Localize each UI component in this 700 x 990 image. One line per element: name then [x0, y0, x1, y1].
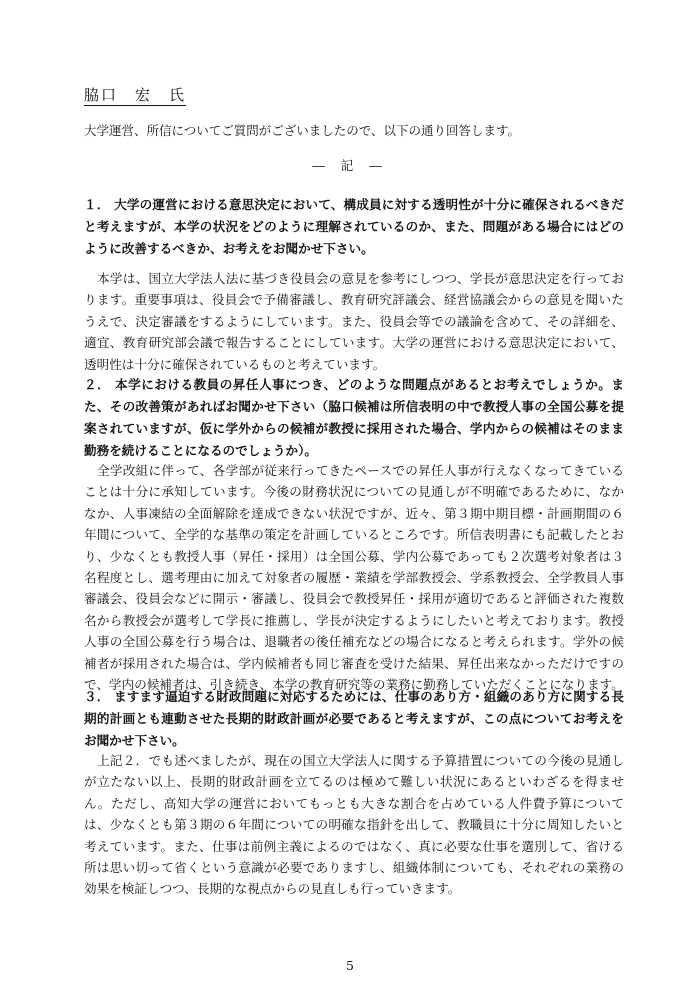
answer-2: 全学改組に伴って、各学部が従来行ってきたペースでの昇任人事が行えなくなってきていることは十分に承知しています。今後の財務状況についての見通しが不明確であるために、なかなか、人事凍結の全面解除を達成できない状況ですが、近々、第３期中期目標・計画期間の６年間について、全学的な基準の策定を計画しているところです。所信表明書にも記載したとおり、少なくとも教授人事（昇任・採用）は全国公募、学内公募であっても２次選考対象者は３名程度とし、選考理由に加えて対象者の履歴・業績を学部教授会、学系教授会、全学教員人事審議会、役員会などに開示・審議し、役員会で教授昇任・採用が適切であると評価された複数名から教授会が選考して学長に推薦し、学長が決定するようにしたいと考えております。教授人事の全国公募を行う場合は、退職者の後任補充などの場合になると考えられます。学外の候補者が採用された場合は、学内候補者も同じ審査を受けた結果、昇任出来なかっただけですので、学内の候補者は、引き続き、本学の教育研究等の業務に勤務していただくことになります。 — [84, 463, 624, 693]
page-number: 5 — [346, 958, 354, 973]
question-3: ３． ますます逼迫する財政問題に対応するためには、仕事のあり方・組織のあり方に関する長期的計画とも連動させた長期的財政計画が必要であると考えますが、この点についてお考えをお聞かせ下さい。 — [84, 689, 624, 748]
answer-1: 本学は、国立大学法人法に基づき役員会の意見を参考にしつつ、学長が意思決定を行っております。重要事項は、役員会で予備審議し、教育研究評議会、経営協議会からの意見を聞いたうえで、決定審議をするようにしています。また、役員会等での議論を含めて、その詳細を、適宜、教育研究部会議で報告することにしています。大学の運営における意思決定において、透明性は十分に確保されているものと考えています。 — [84, 271, 624, 372]
question-2: ２． 本学における教員の昇任人事につき、どのような問題点があるとお考えでしょうか。また、その改善策があればお聞かせ下さい（脇口候補は所信表明の中で教授人事の全国公募を提案されていますが、仮に学外からの候補が教授に採用された場合、学内からの候補はそのまま勤務を続けることになるのでしょうか）。 — [84, 377, 624, 458]
intro-text: 大学運営、所信についてご質問がございましたので、以下の通り回答します。 — [84, 123, 521, 138]
ki-mark: ― 記 ― — [312, 158, 388, 173]
addressee-name: 脇口 宏 氏 — [84, 86, 187, 104]
question-1: １． 大学の運営における意思決定において、構成員に対する透明性が十分に確保されるべきだと考えますが、本学の状況をどのように理解されているのか、また、問題がある場合にはどのように改善するべきか、お考えをお聞かせ下さい。 — [84, 197, 624, 256]
answer-3: 上記２．でも述べましたが、現在の国立大学法人に関する予算措置についての今後の見通しが立たない以上、長期的財政計画を立てるのは極めて難しい状況にあるといわざるを得ません。ただし、高知大学の運営においてもっとも大きな割合を占めている人件費予算については、少なくとも第３期の６年間についての明確な指針を出して、教職員に十分に周知したいと考えています。また、仕事は前例主義によるのではなく、真に必要な仕事を選別して、省ける所は思い切って省くという意識が必要でありますし、組織体制についても、それぞれの業務の効果を検証しつつ、長期的な視点からの見直しも行っていきます。 — [84, 753, 624, 897]
